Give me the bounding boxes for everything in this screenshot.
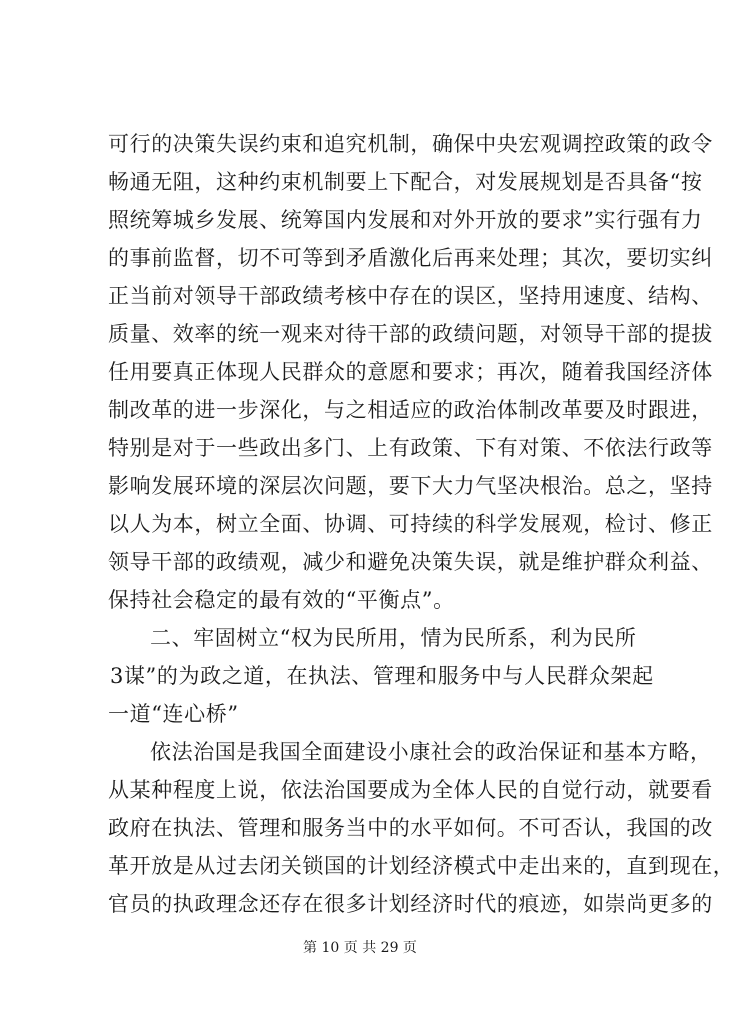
body-line: 任用要真正体现人民群众的意愿和要求；再次，随着我国经济体 [108, 360, 713, 384]
body-line: 保持社会稳定的最有效的“平衡点”。 [108, 588, 455, 612]
body-line: 以人为本，树立全面、协调、可持续的科学发展观，检讨、修正 [108, 512, 713, 536]
body-line: 依法治国是我国全面建设小康社会的政治保证和基本方略， [150, 740, 712, 764]
body-line: 照统筹城乡发展、统筹国内发展和对外开放的要求”实行强有力 [108, 208, 703, 232]
body-line: 特别是对于一些政出多门、上有政策、下有对策、不依法行政等 [108, 436, 713, 460]
body-line: 制改革的进一步深化，与之相适应的政治体制改革要及时跟进， [108, 398, 713, 422]
body-line: 领导干部的政绩观，减少和避免决策失误，就是维护群众利益、 [108, 550, 713, 574]
section-heading-line: 二、牢固树立“权为民所用，情为民所系，利为民所 [150, 626, 637, 650]
body-line: 影响发展环境的深层次问题，要下大力气坚决根治。总之，坚持 [108, 474, 713, 498]
body-line: 正当前对领导干部政绩考核中存在的误区，坚持用速度、结构、 [108, 284, 713, 308]
section-heading-line: 一道“连心桥” [108, 702, 239, 726]
body-line: 官员的执政理念还存在很多计划经济时代的痕迹，如崇尚更多的 [108, 892, 713, 916]
body-line: 政府在执法、管理和服务当中的水平如何。不可否认，我国的改 [108, 816, 713, 840]
body-line: 从某种程度上说，依法治国要成为全体人民的自觉行动，就要看 [108, 778, 713, 802]
body-line: 质量、效率的统一观来对待干部的政绩问题，对领导干部的提拔 [108, 322, 713, 346]
body-line: 革开放是从过去闭关锁国的计划经济模式中走出来的，直到现在， [108, 854, 734, 878]
body-line: 可行的决策失误约束和追究机制，确保中央宏观调控政策的政令 [108, 132, 713, 156]
section-heading-line: 3谋”的为政之道，在执法、管理和服务中与人民群众架起 [110, 664, 654, 688]
body-line: 的事前监督，切不可等到矛盾激化后再来处理；其次，要切实纠 [108, 246, 713, 270]
page-footer: 第 10 页 共 29 页 [303, 940, 417, 956]
body-line: 畅通无阻，这种约束机制要上下配合，对发展规划是否具备“按 [108, 170, 703, 194]
